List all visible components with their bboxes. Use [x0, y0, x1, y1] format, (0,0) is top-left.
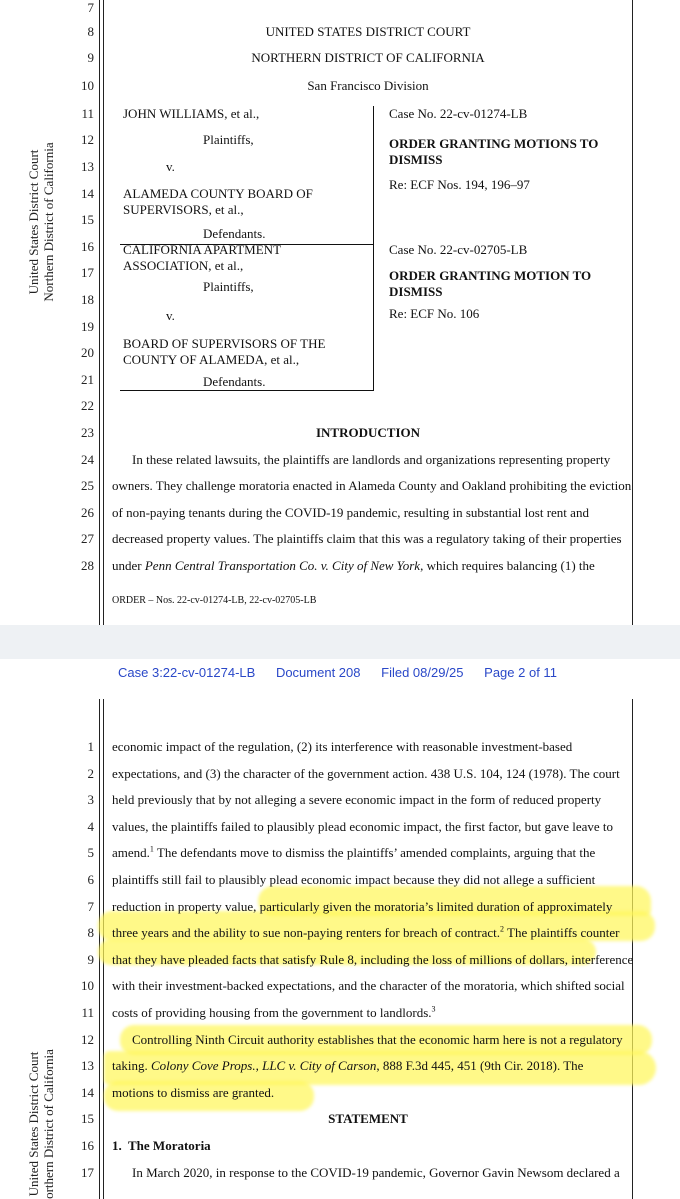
case1-defendant: ALAMEDA COUNTY BOARD OF	[123, 186, 313, 201]
case-citation: Penn Central Transportation Co. v. City of New York	[144, 558, 421, 573]
pdf-filing-header	[118, 665, 574, 680]
line-number: 10	[81, 78, 94, 93]
line-number: 18	[81, 292, 94, 307]
case1-number: Case No. 22-cv-01274-LB	[389, 106, 528, 121]
body-line: values, the plaintiffs failed to plausibly plead economic impact, the first factor, but gave leave to	[112, 819, 614, 834]
case2-defendant: COUNTY OF ALAMEDA, et al.,	[123, 352, 300, 367]
line-number: 9	[87, 50, 94, 65]
line-number: 11	[81, 106, 94, 121]
line-number: 15	[81, 1111, 94, 1126]
statement-heading: STATEMENT	[328, 1111, 408, 1126]
line-number: 1	[87, 739, 94, 754]
line-number: 14	[81, 1085, 94, 1100]
case1-ecf-ref: Re: ECF Nos. 194, 196–97	[389, 177, 530, 192]
case1-order-title: DISMISS	[389, 152, 443, 167]
case2-ecf-ref: Re: ECF No. 106	[389, 306, 480, 321]
line-number: 17	[81, 1165, 94, 1180]
case2-order-title: DISMISS	[389, 284, 443, 299]
district-name: NORTHERN DISTRICT OF CALIFORNIA	[251, 50, 485, 65]
margin-rule	[99, 0, 100, 625]
line-number: 4	[87, 819, 94, 834]
body-line: held previously that by not alleging a severe economic impact in the form of reduced property	[112, 792, 602, 807]
court-side-label	[26, 107, 56, 337]
line-number: 21	[81, 372, 94, 387]
court-name: UNITED STATES DISTRICT COURT	[265, 24, 471, 39]
line-number: 7	[87, 899, 94, 914]
text: , 888 F.3d 445, 451 (9th Cir. 2018). The	[376, 1058, 584, 1073]
case-citation: Colony Cove Props., LLC v. City of Carson	[151, 1058, 377, 1073]
introduction-heading: INTRODUCTION	[315, 425, 420, 440]
line-number: 10	[81, 978, 94, 993]
line-number: 5	[87, 845, 94, 860]
caption-bottom-rule	[120, 390, 373, 391]
text: taking.	[112, 1058, 151, 1073]
body-line: decreased property values. The plaintiffs claim that this was a regulatory taking of their properties	[112, 531, 622, 546]
line-number: 16	[81, 1138, 94, 1153]
text: costs of providing housing from the government to landlords.	[112, 1005, 432, 1020]
text: three years and the ability to sue non-paying renters for breach of contract.	[112, 925, 501, 940]
line-number: 6	[87, 872, 94, 887]
text: The plaintiffs counter	[504, 925, 620, 940]
case2-order-title: ORDER GRANTING MOTION TO	[389, 268, 592, 283]
filed-date-stamp: Filed 08/29/25	[381, 665, 464, 680]
line-number: 8	[87, 24, 94, 39]
body-line	[112, 558, 595, 574]
line-number: 12	[81, 1032, 94, 1047]
text: under	[112, 558, 145, 573]
body-line	[112, 1058, 583, 1074]
margin-rule-right	[632, 0, 633, 625]
body-line: In these related lawsuits, the plaintiffs are landlords and organizations representing property	[132, 452, 611, 467]
line-number: 13	[81, 1058, 94, 1073]
side-label-line: United States District Court	[26, 149, 41, 295]
case2-plaintiffs-label: Plaintiffs,	[203, 279, 254, 294]
body-line: with their investment-backed expectations, and the character of the moratoria, which shifted social	[112, 978, 625, 993]
line-number: 14	[81, 186, 94, 201]
line-number: 9	[87, 952, 94, 967]
line-number: 28	[81, 558, 94, 573]
body-line: of non-paying tenants during the COVID-19 pandemic, resulting in substantial lost rent and	[112, 505, 589, 520]
page-footer: ORDER – Nos. 22-cv-01274-LB, 22-cv-02705-LB	[112, 595, 317, 606]
line-number: 19	[81, 319, 94, 334]
case1-plaintiffs-label: Plaintiffs,	[203, 132, 254, 147]
line-number: 23	[81, 425, 94, 440]
line-number: 16	[81, 239, 94, 254]
text: amend.	[112, 845, 150, 860]
line-number: 15	[81, 212, 94, 227]
body-line: Controlling Ninth Circuit authority establishes that the economic harm here is not a regulatory	[132, 1032, 623, 1047]
body-line: expectations, and (3) the character of the government action. 438 U.S. 104, 124 (1978). The court	[112, 766, 620, 781]
court-side-label	[26, 1009, 56, 1199]
side-label-line: Northern District of California	[41, 142, 56, 302]
body-line: owners. They challenge moratoria enacted in Alameda County and Oakland prohibiting the eviction	[112, 478, 632, 493]
case1-order-title: ORDER GRANTING MOTIONS TO	[389, 136, 599, 151]
case1-defendant: SUPERVISORS, et al.,	[123, 202, 244, 217]
document-page-2	[0, 659, 680, 1199]
margin-rule-right	[632, 699, 633, 1199]
line-number: 24	[81, 452, 94, 467]
body-line: reduction in property value, particularly given the moratoria’s limited duration of approximately	[112, 899, 613, 914]
text: , which requires balancing (1) the	[420, 558, 595, 573]
line-number: 2	[87, 766, 94, 781]
page-count-stamp: Page 2 of 11	[484, 665, 557, 680]
case1-defendants-label: Defendants.	[203, 226, 266, 241]
line-number: 12	[81, 132, 94, 147]
body-line	[112, 1005, 436, 1021]
line-number: 25	[81, 478, 94, 493]
body-line	[112, 845, 595, 861]
body-line	[112, 925, 619, 941]
line-number: 27	[81, 531, 94, 546]
case2-defendant: BOARD OF SUPERVISORS OF THE	[123, 336, 326, 351]
section-heading: 1. The Moratoria	[112, 1138, 211, 1153]
line-number: 7	[87, 0, 94, 15]
footnote-ref[interactable]: 3	[431, 1004, 436, 1014]
body-line: In March 2020, in response to the COVID-19 pandemic, Governor Gavin Newsom declared a	[132, 1165, 620, 1180]
body-line: motions to dismiss are granted.	[112, 1085, 275, 1100]
footnote-ref[interactable]: 2	[500, 924, 505, 934]
line-number: 3	[87, 792, 94, 807]
document-number-stamp: Document 208	[275, 665, 361, 680]
case1-versus: v.	[166, 159, 175, 174]
caption-divider	[373, 106, 374, 391]
page-gap	[0, 625, 680, 659]
case2-number: Case No. 22-cv-02705-LB	[389, 242, 528, 257]
side-label-line: orthern District of California	[41, 1049, 56, 1199]
line-number: 20	[81, 345, 94, 360]
line-number: 26	[81, 505, 94, 520]
body-line: plaintiffs still fail to plausibly plead economic impact because they did not allege a sufficient	[112, 872, 596, 887]
body-line: that they have pleaded facts that satisfy Rule 8, including the loss of millions of dollars, interference	[112, 952, 634, 967]
line-number: 13	[81, 159, 94, 174]
footnote-ref[interactable]: 1	[149, 844, 154, 854]
line-number: 8	[87, 925, 94, 940]
case1-plaintiff: JOHN WILLIAMS, et al.,	[123, 106, 260, 121]
case2-defendants-label: Defendants.	[203, 374, 266, 389]
case2-plaintiff: CALIFORNIA APARTMENT	[123, 242, 282, 257]
line-number: 17	[81, 265, 94, 280]
line-number: 11	[81, 1005, 94, 1020]
case-number-stamp: Case 3:22-cv-01274-LB	[118, 665, 256, 680]
division-name: San Francisco Division	[307, 78, 429, 93]
text: The defendants move to dismiss the plaintiffs’ amended complaints, arguing that the	[153, 845, 596, 860]
side-label-line: United States District Court	[26, 1051, 41, 1197]
case2-plaintiff: ASSOCIATION, et al.,	[123, 258, 244, 273]
case2-versus: v.	[166, 308, 175, 323]
line-number: 22	[81, 398, 94, 413]
body-line: economic impact of the regulation, (2) its interference with reasonable investment-based	[112, 739, 573, 754]
